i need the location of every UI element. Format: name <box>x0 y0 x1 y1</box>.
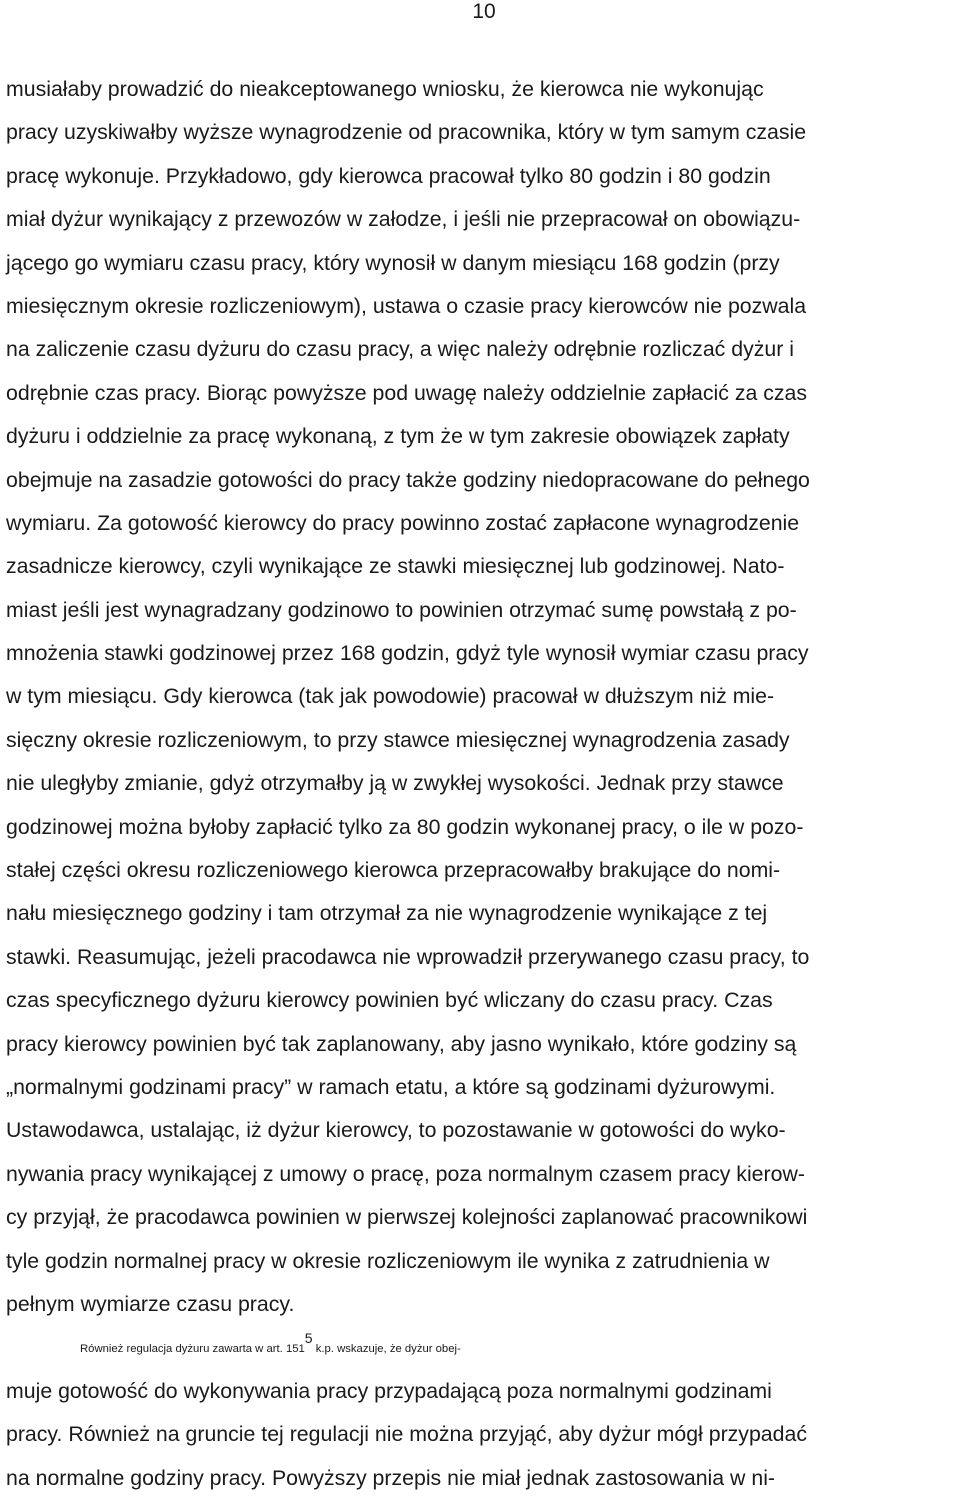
text-segment: k.p. wskazuje, że dyżur obej- <box>312 1343 461 1356</box>
text-line: mnożenia stawki godzinowej przez 168 godzin, gdyż tyle wynosił wymiar czasu pracy <box>6 641 809 666</box>
text-line: w tym miesiącu. Gdy kierowca (tak jak powodowie) pracował w dłuższym niż mie- <box>6 684 775 709</box>
text-line: stałej części okresu rozliczeniowego kierowca przepracowałby brakujące do nomi- <box>6 858 781 883</box>
text-line: nywania pracy wynikającej z umowy o pracę, poza normalnym czasem pracy kierow- <box>6 1161 805 1186</box>
page-number: 10 <box>472 0 496 23</box>
text-line: tyle godzin normalnej pracy w okresie rozliczeniowym ile wynika z zatrudnienia w <box>6 1248 770 1273</box>
text-line: cy przyjął, że pracodawca powinien w pierwszej kolejności zaplanować pracownikowi <box>6 1205 808 1230</box>
superscript: 5 <box>304 1330 313 1347</box>
document-body <box>6 68 956 1500</box>
text-line: stawki. Reasumując, jeżeli pracodawca nie wprowadził przerywanego czasu pracy, to <box>6 944 810 969</box>
text-line: godzinowej można byłoby zapłacić tylko za 80 godzin wykonanej pracy, o ile w pozo- <box>6 814 804 839</box>
text-line: miesięcznym okresie rozliczeniowym), ustawa o czasie pracy kierowców nie pozwala <box>6 293 807 318</box>
paragraph-1 <box>6 68 956 1326</box>
text-line: jącego go wymiaru czasu pracy, który wynosił w danym miesiącu 168 godzin (przy <box>6 250 780 275</box>
text-line: odrębnie czas pracy. Biorąc powyższe pod uwagę należy oddzielnie zapłacić za czas <box>6 380 808 405</box>
text-line: pracy. Również na gruncie tej regulacji nie można przyjąć, aby dyżur mógł przypadać <box>6 1422 807 1447</box>
text-line: Ustawodawca, ustalając, iż dyżur kierowcy, to pozostawanie w gotowości do wyko- <box>6 1118 786 1143</box>
text-line: pracę wykonuje. Przykładowo, gdy kierowca pracował tylko 80 godzin i 80 godzin <box>6 163 771 188</box>
text-line: musiałaby prowadzić do nieakceptowanego wniosku, że kierowca nie wykonując <box>6 77 764 101</box>
text-line: obejmuje na zasadzie gotowości do pracy także godziny niedopracowane do pełnego <box>6 467 810 492</box>
text-line: pełnym wymiarze czasu pracy. <box>6 1291 295 1316</box>
text-line: nie uległyby zmianie, gdyż otrzymałby ją w zwykłej wysokości. Jednak przy stawce <box>6 771 784 796</box>
text-line: muje gotowość do wykonywania pracy przypadającą poza normalnymi godzinami <box>6 1378 772 1403</box>
text-line <box>6 1326 956 1369</box>
text-line: nału miesięcznego godziny i tam otrzymał za nie wynagrodzenie wynikające z tej <box>6 901 768 926</box>
text-line: na zaliczenie czasu dyżuru do czasu pracy, a więc należy odrębnie rozliczać dyżur i <box>6 337 794 362</box>
text-line: wymiaru. Za gotowość kierowcy do pracy powinno zostać zapłacone wynagrodzenie <box>6 510 800 535</box>
text-segment: Również regulacja dyżuru zawarta w art. 151 <box>80 1343 305 1356</box>
text-line: dyżuru i oddzielnie za pracę wykonaną, z tym że w tym zakresie obowiązek zapłaty <box>6 424 790 449</box>
text-line: na normalne godziny pracy. Powyższy przepis nie miał jednak zastosowania w ni- <box>6 1465 776 1490</box>
text-line: miał dyżur wynikający z przewozów w załodze, i jeśli nie przepracował on obowiązu- <box>6 207 801 232</box>
text-line: sięczny okresie rozliczeniowym, to przy stawce miesięcznej wynagrodzenia zasady <box>6 727 790 752</box>
text-line: pracy kierowcy powinien być tak zaplanowany, aby jasno wynikało, które godziny są <box>6 1031 797 1056</box>
paragraph-2 <box>6 1326 956 1500</box>
text-line: miast jeśli jest wynagradzany godzinowo to powinien otrzymać sumę powstałą z po- <box>6 597 797 622</box>
text-line: „normalnymi godzinami pracy” w ramach etatu, a które są godzinami dyżurowymi. <box>6 1074 776 1099</box>
text-line: czas specyficznego dyżuru kierowcy powinien być wliczany do czasu pracy. Czas <box>6 988 773 1013</box>
text-line: pracy uzyskiwałby wyższe wynagrodzenie od pracownika, który w tym samym czasie <box>6 120 807 145</box>
text-line: zasadnicze kierowcy, czyli wynikające ze stawki miesięcznej lub godzinowej. Nato- <box>6 554 785 579</box>
